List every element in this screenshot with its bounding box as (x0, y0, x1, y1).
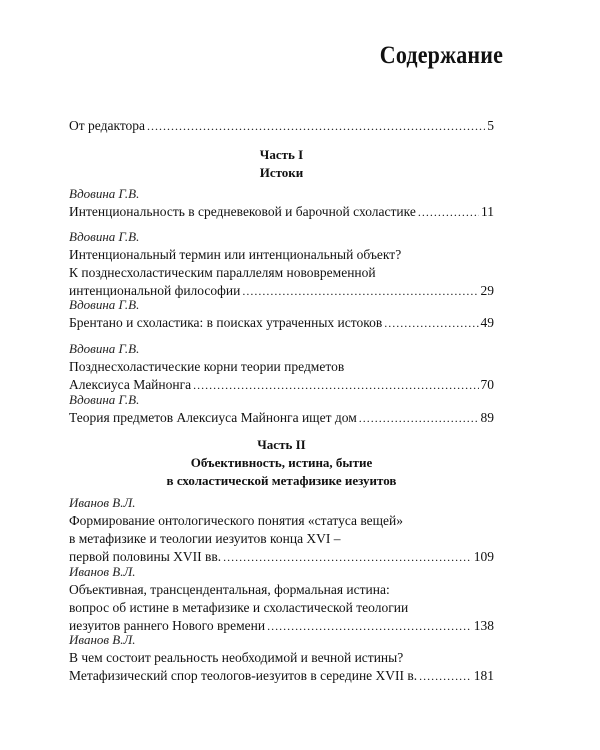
entry-line: Метафизический спор теологов-иезуитов в середине XVII в. (69, 668, 418, 683)
toc-entry[interactable] (69, 314, 494, 332)
toc-entry[interactable] (69, 409, 494, 427)
toc-entry[interactable] (69, 246, 494, 300)
entry-author: Вдовина Г.В. (69, 297, 140, 312)
dot-leader (359, 409, 479, 427)
part-label: Часть II (257, 437, 306, 452)
entry-author: Иванов В.Л. (69, 632, 136, 647)
page-number: 49 (480, 315, 494, 330)
dot-leader (267, 617, 472, 635)
entry-line: Интенциональность в средневековой и барочной схоластике (69, 204, 416, 219)
page-number: 11 (481, 204, 494, 219)
toc-entry-editor[interactable] (69, 117, 494, 135)
entry-line: Брентано и схоластика: в поисках утраченных истоков (69, 315, 383, 330)
page-number: 138 (473, 618, 494, 633)
entry-author: Иванов В.Л. (69, 495, 136, 510)
entry-line: К позднесхоластическим параллелям нововременной (69, 265, 376, 280)
page-number: 70 (480, 377, 494, 392)
part-title: Объективность, истина, бытие (190, 455, 373, 470)
page-number: 181 (473, 668, 494, 683)
toc-entry[interactable] (69, 512, 494, 566)
entry-author: Вдовина Г.В. (69, 186, 140, 201)
dot-leader (223, 548, 472, 566)
page-number: 29 (480, 283, 494, 298)
dot-leader (242, 282, 478, 300)
dot-leader (147, 117, 485, 135)
entry-line: Позднесхоластические корни теории предметов (69, 359, 345, 374)
page-number: 5 (487, 118, 494, 133)
entry-title: От редактора (69, 118, 146, 133)
entry-line: Алексиуса Майнонга (69, 377, 192, 392)
toc-entry[interactable] (69, 358, 494, 394)
dot-leader (418, 203, 479, 221)
page-number: 89 (480, 410, 494, 425)
entry-line: Теория предметов Алексиуса Майнонга ищет дом (69, 410, 357, 425)
dot-leader (193, 376, 478, 394)
entry-author: Вдовина Г.В. (69, 341, 140, 356)
part-title: в схоластической метафизике иезуитов (166, 473, 397, 488)
entry-author: Иванов В.Л. (69, 564, 136, 579)
entry-line: интенциональной философии (69, 283, 241, 298)
toc-entry[interactable] (69, 203, 494, 221)
entry-line: Формирование онтологического понятия «статуса вещей» (69, 513, 404, 528)
part-title: Истоки (259, 165, 304, 180)
entry-line: в метафизике и теологии иезуитов конца XVI – (69, 531, 341, 546)
toc-entry[interactable] (69, 649, 494, 685)
entry-author: Вдовина Г.В. (69, 229, 140, 244)
dot-leader (384, 314, 478, 332)
page-title: Содержание (379, 42, 503, 69)
entry-line: Объективная, трансцендентальная, формальная истина: (69, 582, 390, 597)
entry-line: Интенциональный термин или интенциональный объект? (69, 247, 402, 262)
part-1-heading (69, 146, 494, 182)
part-2-heading (69, 436, 494, 490)
toc-entry[interactable] (69, 581, 494, 635)
part-label: Часть I (259, 147, 304, 162)
entry-line: первой половины XVII вв. (69, 549, 222, 564)
entry-line: вопрос об истине в метафизике и схоластической теологии (69, 600, 409, 615)
entry-line: иезуитов раннего Нового времени (69, 618, 266, 633)
dot-leader (419, 667, 472, 685)
entry-line: В чем состоит реальность необходимой и вечной истины? (69, 650, 404, 665)
page-number: 109 (473, 549, 494, 564)
entry-author: Вдовина Г.В. (69, 392, 140, 407)
